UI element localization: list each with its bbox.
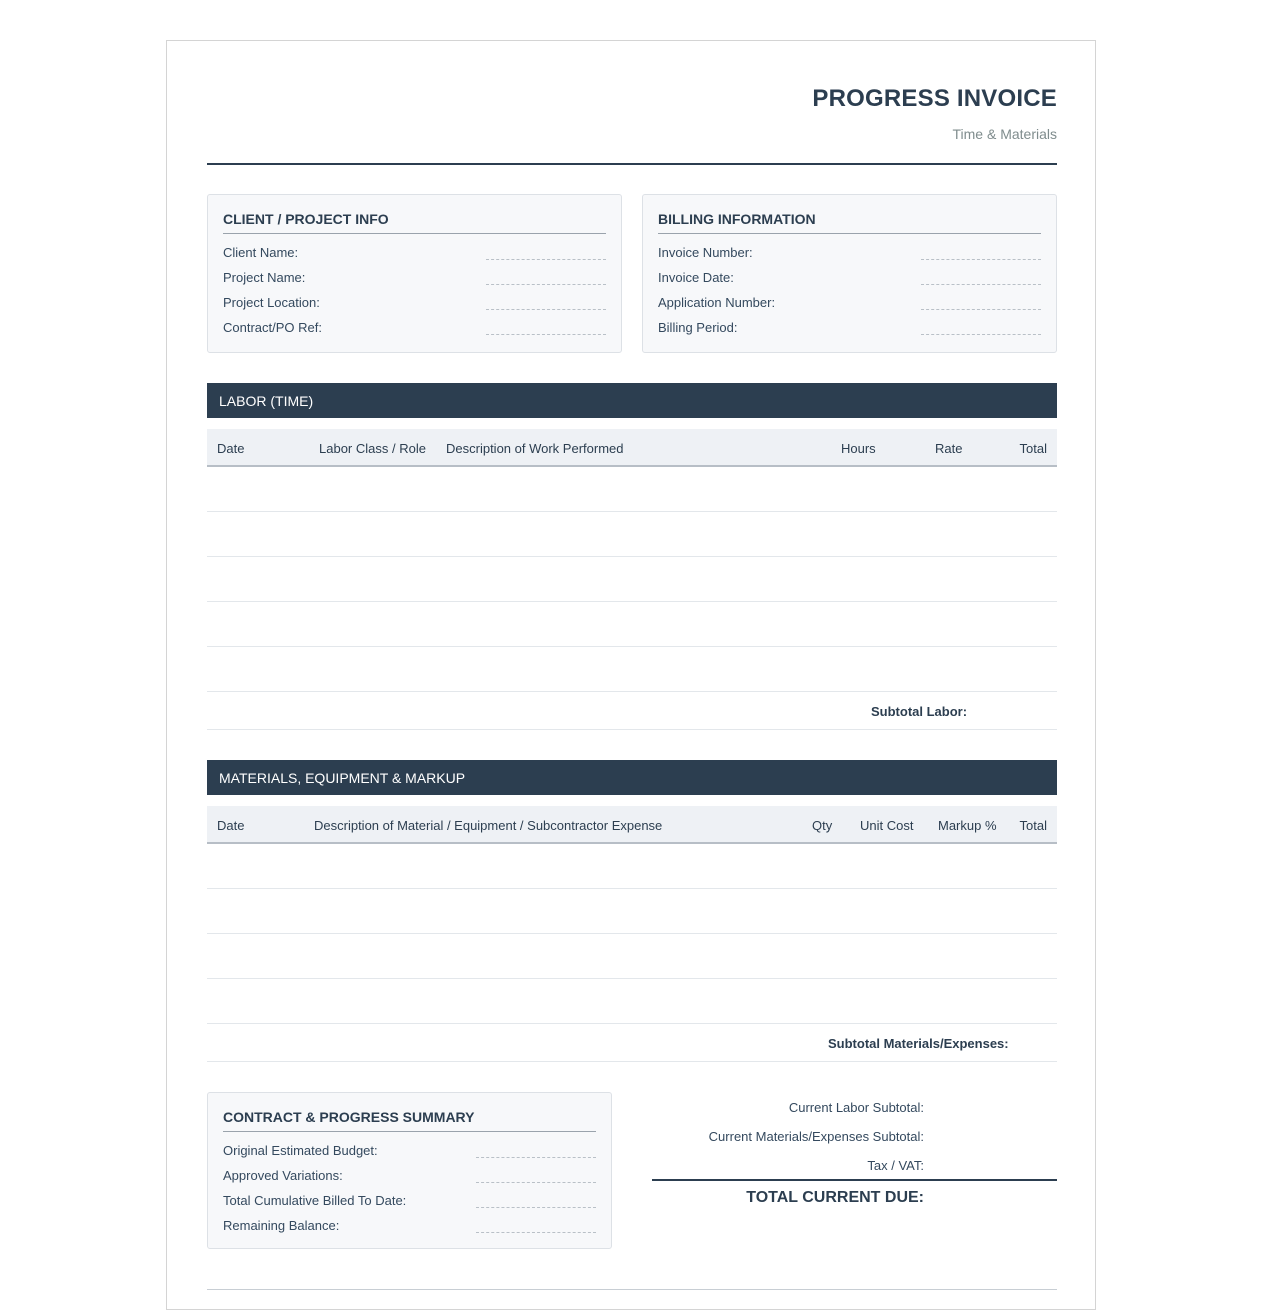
client-project-box: [207, 194, 622, 353]
col-unit-cost: Unit Cost: [860, 818, 914, 833]
invoice-number-row: [658, 234, 1041, 259]
billing-info-box: [642, 194, 1057, 353]
materials-table-header: [207, 806, 1057, 844]
field-label: Billing Period:: [658, 320, 738, 335]
cumulative-billed-row: [223, 1182, 596, 1207]
total-current-due-label: TOTAL CURRENT DUE:: [746, 1189, 924, 1206]
labor-table-row[interactable]: [207, 467, 1057, 512]
labor-table-row[interactable]: [207, 557, 1057, 602]
materials-table-row[interactable]: [207, 979, 1057, 1024]
current-materials-subtotal-label: Current Materials/Expenses Subtotal:: [708, 1129, 924, 1144]
materials-section-heading: MATERIALS, EQUIPMENT & MARKUP: [207, 760, 1057, 795]
labor-section-heading: LABOR (TIME): [207, 383, 1057, 418]
field-label: Application Number:: [658, 295, 776, 310]
invoice-subtitle: Time & Materials: [952, 126, 1057, 142]
current-labor-subtotal-label: Current Labor Subtotal:: [788, 1100, 924, 1115]
contract-summary-title: CONTRACT & PROGRESS SUMMARY: [223, 1109, 596, 1132]
field-label: Approved Variations:: [223, 1168, 343, 1183]
footer-divider: [207, 1289, 1057, 1290]
labor-table-row[interactable]: [207, 512, 1057, 557]
contract-ref-field[interactable]: [486, 334, 606, 335]
field-label: Invoice Date:: [658, 270, 734, 285]
materials-subtotal-row: [207, 1024, 1057, 1062]
col-qty: Qty: [812, 818, 833, 833]
field-label: Project Location:: [223, 295, 320, 310]
field-label: Contract/PO Ref:: [223, 320, 322, 335]
contract-summary-box: [207, 1092, 612, 1249]
labor-subtotal-label: Subtotal Labor:: [871, 704, 968, 719]
col-description: Description of Work Performed: [446, 441, 624, 456]
totals-divider: [652, 1179, 1057, 1181]
remaining-balance-field[interactable]: [476, 1232, 596, 1233]
materials-table-row[interactable]: [207, 844, 1057, 889]
remaining-balance-row: [223, 1207, 596, 1232]
materials-table-row[interactable]: [207, 889, 1057, 934]
field-label: Invoice Number:: [658, 245, 753, 260]
field-label: Total Cumulative Billed To Date:: [223, 1193, 407, 1208]
invoice-page: [166, 40, 1096, 1310]
project-location-row: [223, 284, 606, 309]
col-labor-role: Labor Class / Role: [319, 441, 426, 456]
col-date: Date: [217, 818, 245, 833]
field-label: Client Name:: [223, 245, 299, 260]
billing-period-row: [658, 309, 1041, 334]
col-description: Description of Material / Equipment / Subcontractor Expense: [314, 818, 663, 833]
billing-period-field[interactable]: [921, 334, 1041, 335]
invoice-date-row: [658, 259, 1041, 284]
tax-vat-label: Tax / VAT:: [867, 1158, 924, 1173]
col-hours: Hours: [841, 441, 876, 456]
approved-variations-row: [223, 1157, 596, 1182]
client-name-row: [223, 234, 606, 259]
col-total: Total: [1019, 441, 1047, 456]
col-markup: Markup %: [938, 818, 997, 833]
col-rate: Rate: [935, 441, 963, 456]
field-label: Original Estimated Budget:: [223, 1143, 378, 1158]
col-date: Date: [217, 441, 245, 456]
invoice-header: [207, 85, 1057, 165]
application-number-row: [658, 284, 1041, 309]
original-budget-row: [223, 1132, 596, 1157]
invoice-title: PROGRESS INVOICE: [812, 85, 1057, 112]
labor-table-row[interactable]: [207, 602, 1057, 647]
client-project-title: CLIENT / PROJECT INFO: [223, 211, 606, 234]
field-label: Remaining Balance:: [223, 1218, 340, 1233]
contract-ref-row: [223, 309, 606, 334]
materials-table-row[interactable]: [207, 934, 1057, 979]
project-name-row: [223, 259, 606, 284]
col-total: Total: [1019, 818, 1047, 833]
field-label: Project Name:: [223, 270, 306, 285]
materials-subtotal-label: Subtotal Materials/Expenses:: [828, 1036, 1009, 1051]
billing-info-title: BILLING INFORMATION: [658, 211, 1041, 234]
labor-table-row[interactable]: [207, 647, 1057, 692]
labor-table-header: [207, 429, 1057, 467]
labor-subtotal-row: [207, 692, 1057, 730]
